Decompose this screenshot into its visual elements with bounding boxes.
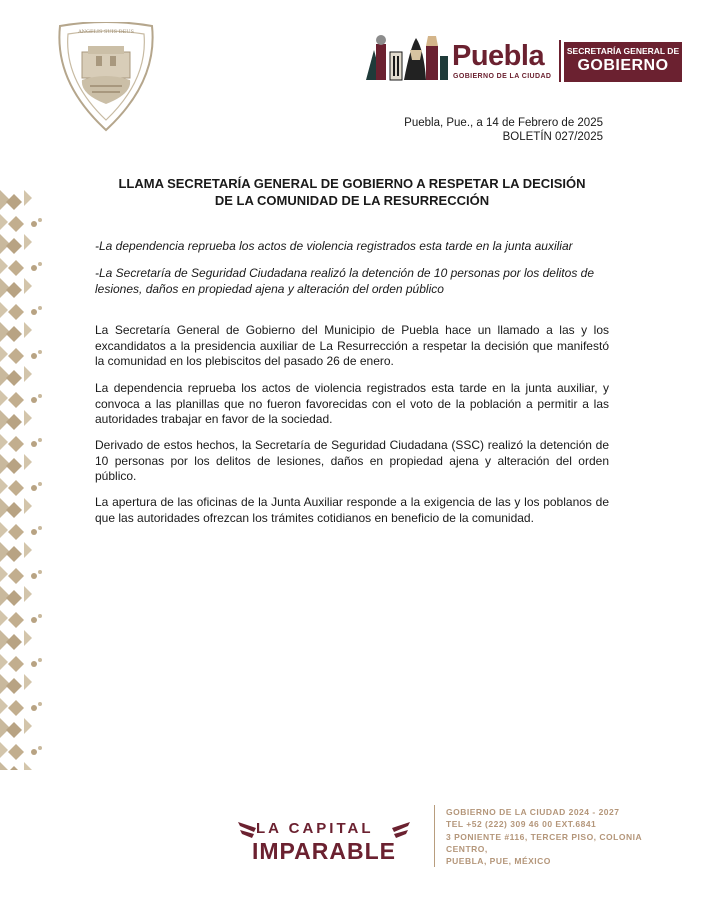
subtitle-2: -La Secretaría de Seguridad Ciudadana realizó la detención de 10 personas por los delitos de lesiones, daños en propiedad ajena y alteración del orden público	[95, 266, 594, 296]
logo-divider	[559, 40, 561, 82]
footer-contact	[446, 806, 642, 867]
logo-word: Puebla	[452, 40, 545, 72]
footer-divider	[434, 805, 435, 867]
footer-line-5: PUEBLA, PUE, MÉXICO	[446, 856, 551, 867]
secretaria-line2: GOBIERNO	[577, 57, 669, 74]
footer-line-1: GOBIERNO DE LA CIUDAD 2024 - 2027	[446, 807, 620, 817]
footer-line-2: TEL +52 (222) 309 46 00 EXT.6841	[446, 819, 597, 830]
subtitle-1: -La dependencia reprueba los actos de violencia registrados esta tarde en la junta auxiliar	[95, 239, 573, 253]
bulletin-number: BOLETÍN 027/2025	[502, 131, 603, 143]
title-line1: LLAMA SECRETARÍA GENERAL DE GOBIERNO A RESPETAR LA DECISIÓN	[118, 176, 586, 191]
paragraph-3: Derivado de estos hechos, la Secretaría de Seguridad Ciudadana (SSC) realizó la detención de 10 personas por los delitos de lesiones, daños en propiedad ajena y alteración del orden público.	[95, 438, 609, 483]
date-block	[404, 116, 603, 144]
paragraph-1: La Secretaría General de Gobierno del Municipio de Puebla hace un llamado a las y los excandidatos a la presidencia auxiliar de La Resurrección a respetar la decisión que manifestó la comunidad en los plebiscitos del pasado 26 de enero.	[95, 323, 609, 368]
city-seal-icon	[52, 22, 160, 134]
slogan-top: LA CAPITAL	[256, 820, 374, 837]
secretaria-badge	[564, 42, 682, 82]
slogan-bottom: IMPARABLE	[252, 838, 397, 864]
footer-line-4: CENTRO,	[446, 843, 488, 854]
capital-imparable-logo	[236, 818, 416, 868]
title-line2: DE LA COMUNIDAD DE LA RESURRECCIÓN	[214, 193, 490, 208]
svg-text:ANGELIS SUIS DEUS: ANGELIS SUIS DEUS	[78, 29, 134, 35]
puebla-cathedral-icon	[364, 30, 450, 86]
paragraph-2: La dependencia reprueba los actos de violencia registrados esta tarde en la junta auxiliar, y convoca a las planillas que no fueron favorecidas con el voto de la población a permitir a las autoridades trabajar en favor de la sociedad.	[95, 381, 609, 426]
paragraph-4: La apertura de las oficinas de la Junta Auxiliar responde a la exigencia de las y los poblanos de que las autoridades ofrezcan los trámites cotidianos en beneficio de la comunidad.	[95, 495, 609, 525]
logo-subtitle: GOBIERNO DE LA CIUDAD	[453, 73, 552, 80]
wing-right-icon	[390, 818, 412, 842]
document-title	[95, 175, 609, 209]
secretaria-line1: SECRETARÍA GENERAL DE	[566, 46, 680, 56]
date-line: Puebla, Pue., a 14 de Febrero de 2025	[404, 117, 603, 129]
footer-line-3: 3 PONIENTE #116, TERCER PISO, COLONIA	[446, 831, 643, 842]
side-pattern-icon	[0, 190, 44, 770]
puebla-logo	[364, 30, 684, 86]
